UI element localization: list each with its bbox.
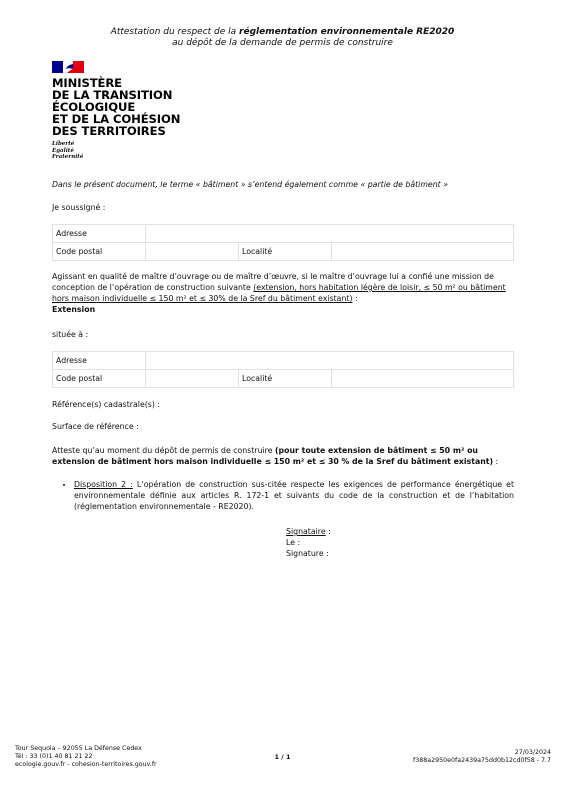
ministry-line: ÉCOLOGIQUE [52,100,136,114]
attestation-text: Atteste qu’au moment du dépôt de permis de construire [52,446,275,455]
signatory-line [286,526,331,537]
capacity-colon: : [352,294,358,303]
signatory-label: Signataire [286,527,326,536]
table-row [53,243,514,261]
ministry-name [52,77,180,137]
undersigned-label: Je soussigné : [52,203,106,212]
table-row [53,225,514,243]
site-address-table [52,351,514,388]
footer-reference: f388a2950e0fa2439a75dd0b12cd0f58 - 7.7 [413,757,551,764]
ministry-logo [52,61,180,161]
ministry-line: DE LA TRANSITION [52,88,173,102]
header-line-1-prefix: Attestation du respect de la [110,27,240,37]
attestation-colon: : [493,457,499,466]
disposition-text: L’opération de construction sus-citée respecte les exigences de performance énergétique et environnementale définie aux articles R. 172-1 et suivants du code de la construction et de l’habitation (réglementation environnementale - RE2020). [74,480,514,511]
address-value-field[interactable] [146,352,514,370]
republic-motto [52,141,180,161]
address-label: Adresse [53,225,146,243]
disposition-label: Disposition 2 : [74,480,133,489]
footer-phone: Tél : 33 (0)1 40 81 21 22 [15,753,93,760]
table-row [53,370,514,388]
attestation-conditions: (pour toute extension de bâtiment ≤ 50 m² ou extension de bâtiment hors maison individuelle ≤ 150 m² et ≤ 30 % de la Sref du bâtiment existant) [52,446,494,466]
page-number: 1 / 1 [274,753,291,761]
signature-label: Signature : [286,549,329,558]
header-line-2: au dépôt de la demande de permis de construire [172,38,393,48]
ministry-line: MINISTÈRE [52,76,122,90]
capacity-text: Agissant en qualité de maître d’ouvrage ou de maître d’œuvre, si le maître d’ouvrage lui a confié une mission de conception de l’opération de construction suivante [52,272,494,292]
capacity-conditions: (extension, hors habitation légère de loisir, ≤ 50 m² ou bâtiment hors maison individuelle ≤ 150 m² et ≤ 30% de la Sref du bâtiment existant) [52,283,506,303]
document-header [0,27,565,49]
locality-label: Localité [239,370,332,388]
marianne-profile-icon [63,61,73,73]
attestation-paragraph [52,445,514,467]
ministry-line: ET DE LA COHÉSION [52,112,181,126]
footer-websites: ecologie.gouv.fr - cohesion-territoires.gouv.fr [15,761,157,768]
footer-date: 27/03/2024 [514,749,551,756]
footer-meta [413,749,551,765]
postal-code-label: Code postal [53,243,146,261]
list-item [74,479,514,512]
flag-red-band [73,61,84,73]
operation-type: Extension [52,305,96,314]
located-label: située à : [52,330,89,339]
capacity-paragraph [52,271,514,315]
definition-note: Dans le présent document, le terme « bâtiment » s’entend également comme « partie de bâtiment » [52,180,449,189]
address-value-field[interactable] [146,225,514,243]
postal-code-label: Code postal [53,370,146,388]
postal-code-field[interactable] [146,370,239,388]
signature-block [286,526,331,559]
table-row [53,352,514,370]
address-label: Adresse [53,352,146,370]
undersigned-address-table [52,224,514,261]
postal-code-field[interactable] [146,243,239,261]
locality-label: Localité [239,243,332,261]
signatory-colon: : [325,527,331,536]
french-flag-icon [52,61,84,73]
disposition-list [52,479,514,512]
disposition-bullets [52,479,514,512]
cadastral-reference-label: Référence(s) cadastrale(s) : [52,400,160,409]
flag-white-band [63,61,73,73]
header-line-1 [0,27,565,38]
reference-surface-label: Surface de référence : [52,422,139,431]
locality-field[interactable] [332,370,514,388]
locality-field[interactable] [332,243,514,261]
footer-address: Tour Sequoia – 92055 La Défense Cedex [15,745,142,752]
date-label: Le : [286,538,301,547]
header-line-1-bold: réglementation environnementale RE2020 [239,27,455,37]
motto-liberte: Liberté [52,141,75,147]
ministry-line: DES TERRITOIRES [52,124,166,138]
flag-blue-band [52,61,63,73]
motto-fraternite: Fraternité [52,154,84,160]
motto-egalite: Égalité [52,147,74,154]
